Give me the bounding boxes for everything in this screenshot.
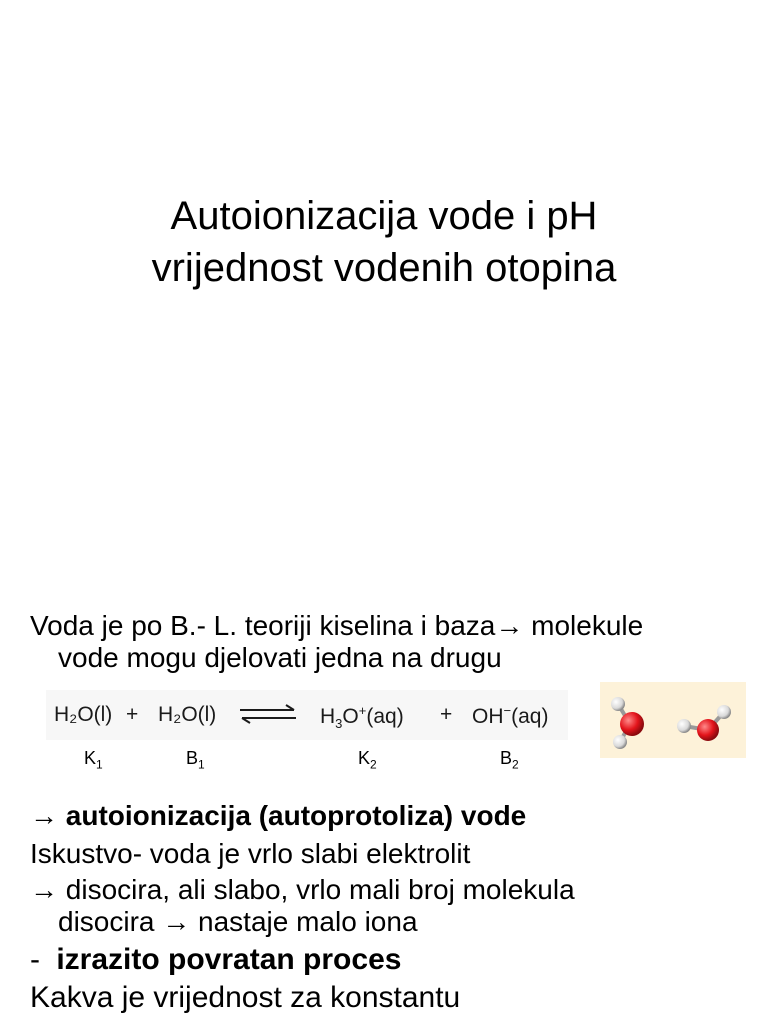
role-k1: $K_1$ — [84, 748, 103, 772]
plus-sign-1: + — [126, 703, 139, 726]
autoionization-equation — [46, 690, 568, 740]
question-line: Kakva je vrijednost za konstantu — [30, 981, 461, 1014]
slide-title — [0, 190, 768, 294]
intro-text — [30, 610, 750, 674]
intro-line-2: vode mogu djelovati jedna na drugu — [58, 642, 502, 673]
dash-bullet: - — [30, 943, 40, 976]
role-b2: $B_2$ — [500, 748, 519, 772]
dissociation-line-2: disocira → nastaje malo iona — [58, 906, 418, 937]
plus-sign-2: + — [440, 703, 453, 726]
reversible-process-label: izrazito povratan proces — [56, 943, 402, 976]
autoionization-heading — [30, 800, 750, 832]
product-hydroxide: OH−(aq) — [472, 703, 549, 728]
water-molecules-image — [600, 682, 746, 758]
equilibrium-arrow-icon — [238, 702, 298, 726]
water-molecule-icon — [600, 682, 746, 758]
title-line-1: Autoionizacija vode i pH — [170, 194, 598, 238]
role-b1: $B_1$ — [186, 748, 205, 772]
product-hydronium: $H_3O^+(aq)$ — [320, 703, 404, 732]
experience-line: Iskustvo- voda je vrlo slabi elektrolit — [30, 838, 471, 869]
reactant-water-2: H₂O(l) — [158, 703, 217, 726]
arrow-icon: → — [30, 800, 58, 831]
intro-line-1: Voda je po B.- L. teoriji kiselina i baza→ molekule — [30, 610, 644, 641]
body-text — [30, 800, 750, 1014]
title-line-2: vrijednost vodenih otopina — [151, 246, 617, 290]
dissociation-line-1: → disocira, ali slabo, vrlo mali broj molekula — [30, 874, 575, 905]
role-k2: $K_2$ — [358, 748, 377, 772]
reversible-process-line — [30, 944, 750, 976]
autoionization-label: autoionizacija (autoprotoliza) vode — [65, 800, 527, 831]
reactant-water-1: H₂O(l) — [54, 703, 113, 726]
